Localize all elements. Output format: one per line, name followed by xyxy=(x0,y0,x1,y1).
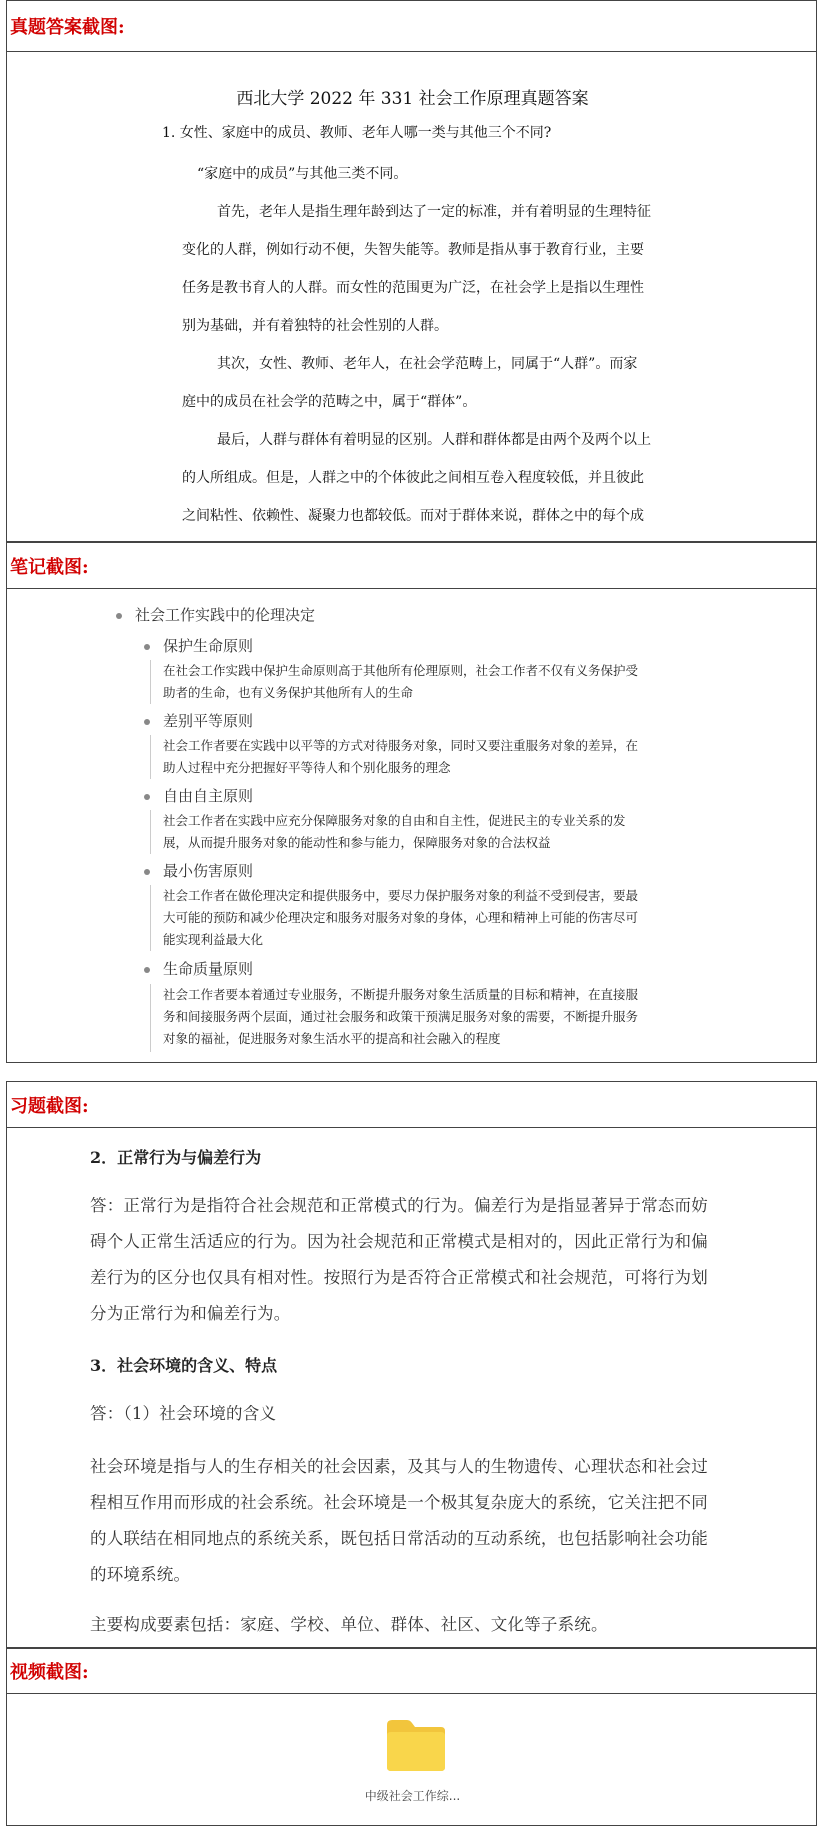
exercise-question-title: 2．正常行为与偏差行为 xyxy=(90,1148,262,1167)
indent-guide xyxy=(150,810,151,854)
answer-line: 别为基础，并有着独特的社会性别的人群。 xyxy=(182,318,448,334)
bullet-icon xyxy=(144,644,150,650)
indent-guide xyxy=(150,735,151,779)
principle-line: 大可能的预防和减少伦理决定和服务对服务对象的身体，心理和精神上可能的伤害尽可 xyxy=(163,910,639,925)
exam-answer-section xyxy=(6,0,817,542)
answer-line: 首先，老年人是指生理年龄到达了一定的标准，并有着明显的生理特征 xyxy=(217,204,651,220)
exercise-answer-line: 分为正常行为和偏差行为。 xyxy=(90,1304,291,1323)
question-text: 1. 女性、家庭中的成员、教师、老年人哪一类与其他三个不同? xyxy=(162,125,552,141)
exercise-answer-line: 答：正常行为是指符合社会规范和正常模式的行为。偏差行为是指显著异于常态而妨 xyxy=(90,1196,708,1215)
principle-line: 社会工作者在做伦理决定和提供服务中，要尽力保护服务对象的利益不受到侵害，要最 xyxy=(163,888,639,903)
principle-title: 差别平等原则 xyxy=(163,712,254,730)
bullet-icon xyxy=(144,794,150,800)
answer-line: “家庭中的成员”与其他三类不同。 xyxy=(197,166,408,182)
exercise-answer-line: 差行为的区分也仅具有相对性。按照行为是否符合正常模式和社会规范，可将行为划 xyxy=(90,1268,708,1287)
principle-line: 社会工作者要本着通过专业服务，不断提升服务对象生活质量的目标和精神，在直接服 xyxy=(163,987,639,1002)
answer-line: 之间粘性、依赖性、凝聚力也都较低。而对于群体来说，群体之中的每个成 xyxy=(182,508,644,524)
answer-line: 任务是教书育人的人群。而女性的范围更为广泛，在社会学上是指以生理性 xyxy=(182,280,644,296)
principle-line: 社会工作者在实践中应充分保障服务对象的自由和自主性，促进民主的专业关系的发 xyxy=(163,813,626,828)
exercise-answer-line: 的人联结在相同地点的系统关系，既包括日常活动的互动系统，也包括影响社会功能 xyxy=(90,1529,708,1548)
section-header: 笔记截图: xyxy=(7,543,816,589)
exercise-answer-line: 主要构成要素包括：家庭、学校、单位、群体、社区、文化等子系统。 xyxy=(90,1615,608,1634)
principle-line: 能实现利益最大化 xyxy=(163,932,264,947)
principle-line: 助者的生命，也有义务保护其他所有人的生命 xyxy=(163,685,414,700)
exercise-answer-line: 社会环境是指与人的生存相关的社会因素，及其与人的生物遗传、心理状态和社会过 xyxy=(90,1457,708,1476)
bullet-icon xyxy=(144,719,150,725)
bullet-icon xyxy=(144,869,150,875)
answer-line: 庭中的成员在社会学的范畴之中，属于“群体”。 xyxy=(182,394,477,410)
principle-line: 助人过程中充分把握好平等待人和个别化服务的理念 xyxy=(163,760,451,775)
exercise-answer-line: 的环境系统。 xyxy=(90,1565,191,1584)
answer-line: 变化的人群，例如行动不便，失智失能等。教师是指从事于教育行业，主要 xyxy=(182,242,644,258)
exercise-section xyxy=(6,1081,817,1648)
principle-line: 在社会工作实践中保护生命原则高于其他所有伦理原则，社会工作者不仅有义务保护受 xyxy=(163,663,639,678)
exercise-answer-line: 程相互作用而形成的社会系统。社会环境是一个极其复杂庞大的系统，它关注把不同 xyxy=(90,1493,708,1512)
principle-line: 对象的福祉，促进服务对象生活水平的提高和社会融入的程度 xyxy=(163,1031,501,1046)
principle-title: 保护生命原则 xyxy=(163,637,254,655)
exercise-answer-line: 碍个人正常生活适应的行为。因为社会规范和正常模式是相对的，因此正常行为和偏 xyxy=(90,1232,708,1251)
answer-line: 的人所组成。但是，人群之中的个体彼此之间相互卷入程度较低，并且彼此 xyxy=(182,470,644,486)
video-section xyxy=(6,1648,817,1826)
section-header: 视频截图: xyxy=(7,1649,816,1694)
folder-icon[interactable] xyxy=(383,1717,449,1773)
section-header: 习题截图: xyxy=(7,1082,816,1128)
section-header: 真题答案截图: xyxy=(7,1,816,52)
principle-title: 自由自主原则 xyxy=(163,787,254,805)
answer-line: 其次，女性、教师、老年人，在社会学范畴上，同属于“人群”。而家 xyxy=(217,356,638,372)
principle-line: 展，从而提升服务对象的能动性和参与能力，保障服务对象的合法权益 xyxy=(163,835,551,850)
indent-guide xyxy=(150,885,151,951)
principle-title: 生命质量原则 xyxy=(163,960,254,978)
indent-guide xyxy=(150,984,151,1052)
answer-line: 最后，人群与群体有着明显的区别。人群和群体都是由两个及两个以上 xyxy=(217,432,651,448)
paper-title: 西北大学 2022 年 331 社会工作原理真题答案 xyxy=(236,89,589,109)
bullet-icon xyxy=(116,613,122,619)
principle-title: 最小伤害原则 xyxy=(163,862,254,880)
principle-line: 社会工作者要在实践中以平等的方式对待服务对象，同时又要注重服务对象的差异，在 xyxy=(163,738,639,753)
bullet-icon xyxy=(144,967,150,973)
exercise-answer-line: 答：（1）社会环境的含义 xyxy=(90,1404,277,1423)
notes-topic: 社会工作实践中的伦理决定 xyxy=(135,606,316,624)
indent-guide xyxy=(150,660,151,704)
notes-section xyxy=(6,542,817,1063)
principle-line: 务和间接服务两个层面，通过社会服务和政策干预满足服务对象的需要，不断提升服务 xyxy=(163,1009,639,1024)
exercise-question-title: 3．社会环境的含义、特点 xyxy=(90,1356,278,1375)
file-label[interactable]: 中级社会工作综... xyxy=(364,1789,461,1803)
